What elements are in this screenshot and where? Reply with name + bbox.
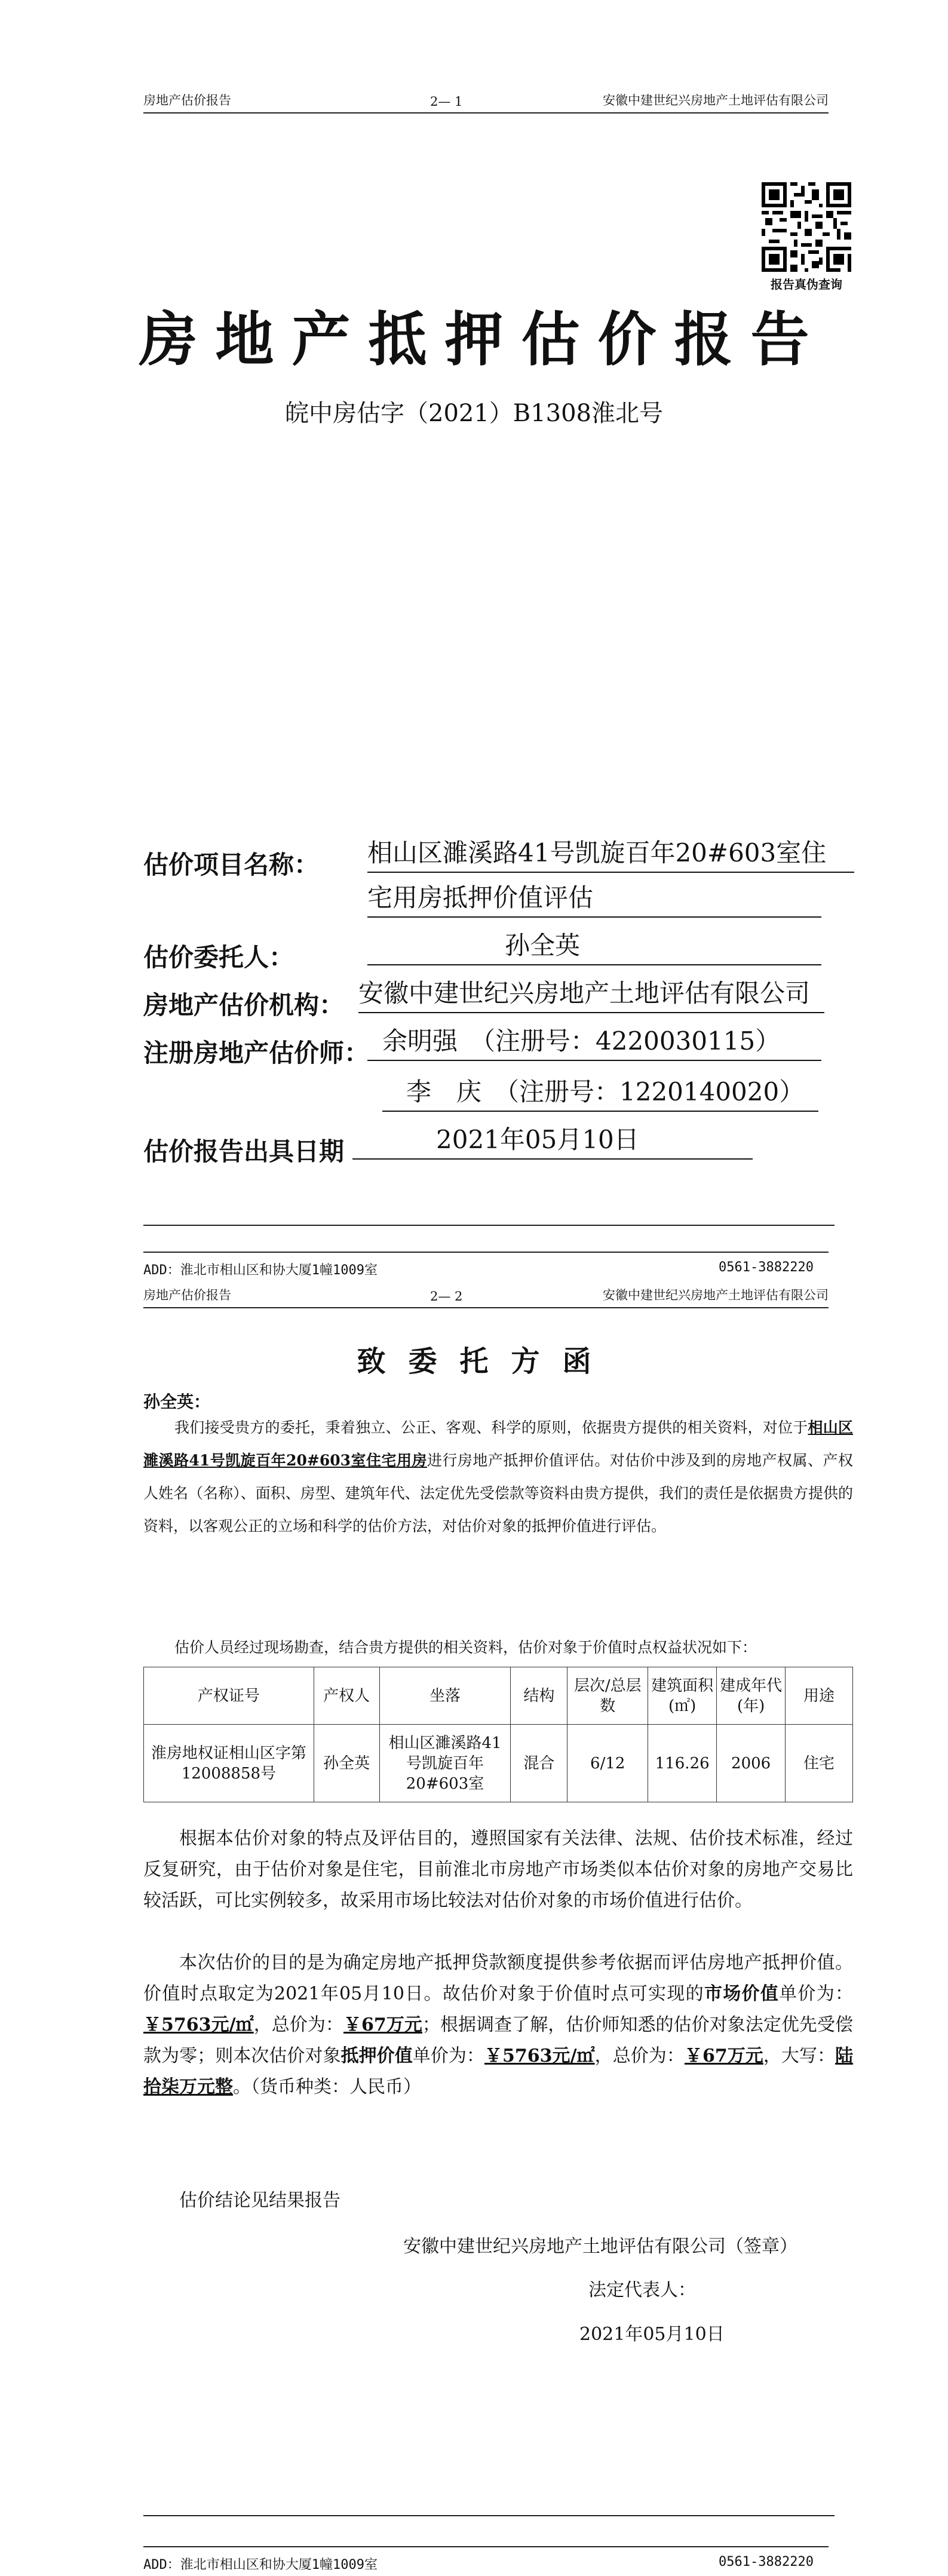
page-title: 房地产抵押估价报告 — [139, 305, 827, 374]
qr-code-icon[interactable] — [762, 182, 851, 272]
table-header: 层次/总层数 — [567, 1667, 648, 1725]
issue-date-value: 2021年05月10日 — [436, 1125, 639, 1154]
p4-text: 本次估价的目的是为确定房地产抵押贷款额度提供参考依据而评估房地产抵押价值。价值时点取定为2021年05月10日。故估价对象于价值时点可实现的 — [143, 1952, 853, 2004]
table-header: 产权证号 — [144, 1667, 314, 1725]
footer-address: ADD：淮北市相山区和协大厦1幢1009室 — [143, 2557, 378, 2572]
project-name-value-1: 相山区濉溪路41号凯旋百年20#603室住 — [367, 838, 827, 867]
project-name-label: 估价项目名称： — [143, 850, 320, 879]
p4-text: ，总价为： — [253, 2014, 343, 2035]
header-page-number: 2— 1 — [430, 94, 463, 109]
table-header: 结构 — [511, 1667, 567, 1725]
p4-unit-price: ￥5763元/㎡ — [143, 2014, 254, 2035]
header-right: 安徽中建世纪兴房地产土地评估有限公司 — [603, 93, 829, 108]
project-name-line1 — [367, 839, 854, 873]
table-header: 产权人 — [314, 1667, 379, 1725]
page-header — [143, 90, 829, 114]
header-page-number: 2— 2 — [430, 1289, 463, 1304]
page-footer — [143, 1252, 829, 1278]
p4-market-value: 市场价值 — [704, 1983, 780, 2004]
paragraph-4 — [143, 1948, 853, 2103]
footer-address: ADD：淮北市相山区和协大厦1幢1009室 — [143, 1263, 378, 1278]
client-line — [367, 932, 821, 965]
table-cell: 6/12 — [567, 1725, 648, 1802]
issue-date-line — [352, 1126, 753, 1160]
appraiser-2-value: 李 庆 （注册号：1220140020） — [406, 1077, 805, 1106]
report-number: 皖中房估字（2021）B1308淮北号 — [285, 400, 663, 427]
project-name-value-2: 宅用房抵押价值评估 — [367, 883, 594, 912]
p1-text-a: 我们接受贵方的委托，秉着独立、公正、客观、科学的原则，依据贵方提供的相关资料，对位于 — [174, 1419, 808, 1436]
cover-page — [0, 0, 948, 1284]
addressee: 孙全英： — [143, 1392, 211, 1412]
issue-date-label: 估价报告出具日期 — [143, 1137, 345, 1166]
client-value: 孙全英 — [505, 931, 581, 960]
header-right: 安徽中建世纪兴房地产土地评估有限公司 — [603, 1288, 829, 1302]
property-table — [143, 1667, 853, 1802]
p4-text: ，总价为： — [594, 2046, 685, 2066]
client-label: 估价委托人： — [143, 943, 294, 972]
page-header — [143, 1284, 829, 1308]
p4-text: 。（货币种类：人民币） — [233, 2077, 421, 2097]
header-left: 房地产估价报告 — [143, 1288, 231, 1302]
footer-phone: 0561-3882220 — [719, 1260, 814, 1275]
table-row — [144, 1725, 853, 1802]
paragraph-2: 估价人员经过现场勘查，结合贵方提供的相关资料，估价对象于价值时点权益状况如下： — [174, 1639, 757, 1656]
conclusion-note: 估价结论见结果报告 — [179, 2190, 340, 2211]
page-footer — [143, 2546, 829, 2570]
table-header-row — [144, 1667, 853, 1725]
table-header: 坐落 — [379, 1667, 511, 1725]
divider — [143, 2515, 835, 2516]
letter-title: 致委托方函 — [357, 1345, 614, 1378]
p4-unit-price: ￥5763元/㎡ — [484, 2046, 595, 2066]
appraiser-1-value: 余明强 （注册号：4220030115） — [382, 1026, 781, 1056]
paragraph-1 — [143, 1411, 853, 1542]
table-header: 用途 — [786, 1667, 853, 1725]
agency-label: 房地产估价机构： — [143, 990, 345, 1020]
signature-date: 2021年05月10日 — [579, 2324, 725, 2345]
table-cell: 2006 — [717, 1725, 786, 1802]
agency-value: 安徽中建世纪兴房地产土地评估有限公司 — [358, 979, 811, 1008]
table-header: 建筑面积(㎡) — [648, 1667, 717, 1725]
paragraph-3: 根据本估价对象的特点及评估目的，遵照国家有关法律、法规、估价技术标准，经过反复研究，由于估价对象是住宅，目前淮北市房地产市场类似本估价对象的房地产交易比较活跃，可比实例较多，故采用市场比较法对估价对象的市场价值进行估价。 — [143, 1828, 853, 1911]
table-cell: 淮房地权证相山区字第12008858号 — [144, 1725, 314, 1802]
appraiser-line-2 — [382, 1078, 818, 1112]
divider — [143, 1225, 835, 1226]
appraiser-label: 注册房地产估价师： — [143, 1038, 370, 1068]
company-signature: 安徽中建世纪兴房地产土地评估有限公司（签章） — [403, 2236, 797, 2257]
qr-label: 报告真伪查询 — [771, 277, 842, 292]
p4-total-price: ￥67万元 — [684, 2046, 763, 2066]
legal-representative: 法定代表人： — [588, 2280, 696, 2301]
table-cell: 孙全英 — [314, 1725, 379, 1802]
table-header: 建成年代(年) — [717, 1667, 786, 1725]
p4-mortgage-value: 抵押价值 — [340, 2046, 413, 2066]
project-name-line2 — [367, 884, 821, 918]
header-left: 房地产估价报告 — [143, 93, 231, 108]
p1-text-c: 进行房地产抵押价值评估。对估价中涉及到的房地产权属、产权人姓名（名称）、面积、房型、建筑年代、法定优先受偿款等资料由贵方提供，我们的责任是依据贵方提供的资料，以客观公正的立场和科学的估价方法，对估价对象的抵押价值进行评估。 — [143, 1452, 853, 1535]
p4-total-price: ￥67万元 — [343, 2014, 422, 2035]
footer-phone: 0561-3882220 — [719, 2554, 814, 2569]
p4-text: ；根据调查了解，估价师知悉的估价对象法定优先受偿款为零；则本次估价对象 — [143, 2014, 854, 2066]
p4-text: ，大写： — [763, 2046, 836, 2066]
table-cell: 混合 — [511, 1725, 567, 1802]
p4-amount-in-words: 陆拾柒万元整 — [143, 2046, 854, 2097]
letter-page — [0, 1284, 948, 2576]
table-cell: 住宅 — [786, 1725, 853, 1802]
table-cell: 116.26 — [648, 1725, 717, 1802]
p4-text: 单价为： — [779, 1983, 854, 2004]
p1-property: 相山区濉溪路41号凯旋百年20#603室住宅用房 — [143, 1419, 853, 1469]
appraiser-line-1 — [367, 1028, 821, 1061]
agency-line — [358, 980, 824, 1013]
p4-text: 单价为： — [412, 2046, 484, 2066]
table-cell: 相山区濉溪路41号凯旋百年20#603室 — [379, 1725, 511, 1802]
